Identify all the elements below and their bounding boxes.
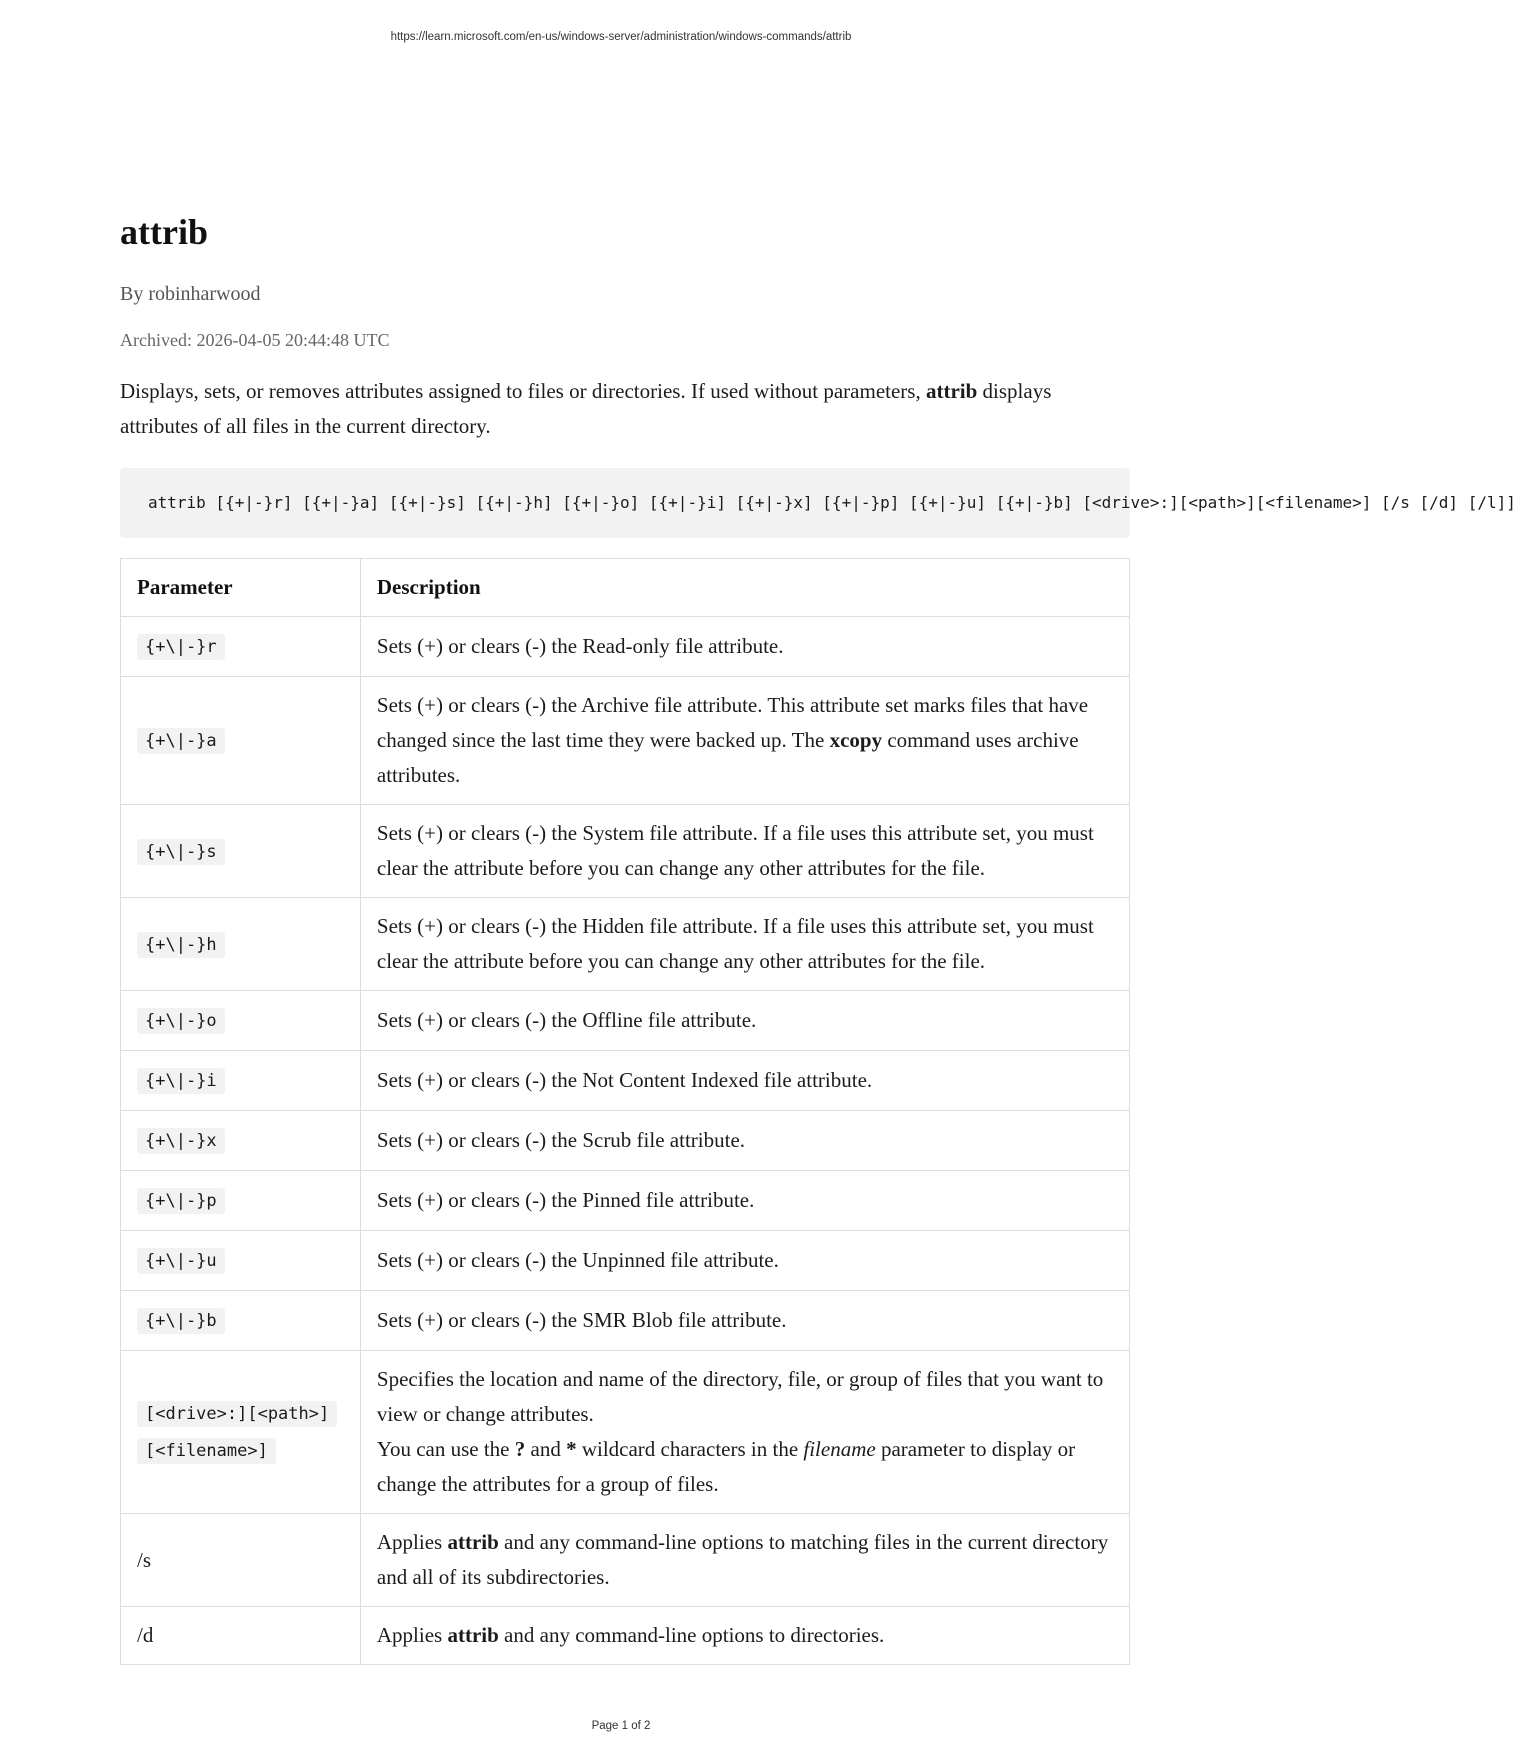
parameter-code: {+\|-}h	[137, 932, 225, 958]
parameter-description: Sets (+) or clears (-) the Offline file attribute.	[360, 991, 1129, 1051]
table-row	[121, 1514, 1130, 1607]
description-text: You can use the	[376, 1437, 515, 1461]
parameter-code: {+\|-}x	[137, 1128, 225, 1154]
intro-text-end: displays attributes of all files in the current directory.	[120, 379, 1052, 438]
parameter-description	[360, 677, 1129, 805]
intro-paragraph	[120, 374, 1130, 444]
table-row	[121, 1171, 1130, 1231]
parameter-description: Sets (+) or clears (-) the Pinned file attribute.	[360, 1171, 1129, 1231]
table-row	[121, 898, 1130, 991]
parameter-code: {+\|-}o	[137, 1008, 225, 1034]
description-command: xcopy	[829, 728, 883, 752]
intro-text: Displays, sets, or removes attributes assigned to files or directories. If used without parameters,	[120, 379, 926, 403]
description-text: Applies	[376, 1530, 448, 1554]
description-text: Applies	[376, 1623, 448, 1647]
author-byline: By robinharwood	[120, 283, 261, 305]
parameter-description	[360, 1514, 1129, 1607]
syntax-code-block: attrib [{+|-}r] [{+|-}a] [{+|-}s] [{+|-}h] [{+|-}o] [{+|-}i] [{+|-}x] [{+|-}p] [{+|-}u] [{+|-}b] [<drive>:][<path>][<filename>] [/s [/d] [/l]]	[120, 468, 1130, 538]
table-row	[121, 1351, 1130, 1514]
wildcard-star: *	[566, 1437, 577, 1461]
parameter-description: Sets (+) or clears (-) the Scrub file attribute.	[360, 1111, 1129, 1171]
parameter-description: Sets (+) or clears (-) the Hidden file attribute. If a file uses this attribute set, you must clear the attribute before you can change any other attributes for the file.	[360, 898, 1129, 991]
parameter-description	[360, 1351, 1129, 1514]
description-text-end: command uses archive attributes.	[376, 728, 1079, 787]
description-text-end: and any command-line options to directories.	[498, 1623, 885, 1647]
parameter-code: {+\|-}p	[137, 1188, 225, 1214]
parameter-switch: /d	[121, 1607, 361, 1665]
parameter-description: Sets (+) or clears (-) the SMR Blob file attribute.	[360, 1291, 1129, 1351]
parameter-code: [<filename>]	[137, 1438, 276, 1464]
description-command: attrib	[447, 1623, 499, 1647]
parameter-code: {+\|-}r	[137, 634, 225, 660]
description-command: attrib	[447, 1530, 499, 1554]
path-parameter-cell	[121, 1351, 361, 1514]
page-url: https://learn.microsoft.com/en-us/windows-server/administration/windows-commands/attrib	[390, 31, 852, 43]
page-number: Page 1 of 2	[591, 1720, 651, 1732]
parameter-code: [<drive>:][<path>]	[137, 1401, 337, 1427]
description-text: parameter to display or change the attributes for a group of files.	[376, 1437, 1076, 1496]
article	[120, 210, 1516, 1665]
parameter-switch: /s	[121, 1514, 361, 1607]
parameter-code: {+\|-}s	[137, 839, 225, 865]
description-text: and	[525, 1437, 567, 1461]
description-text: wildcard characters in the	[576, 1437, 804, 1461]
parameter-code: {+\|-}a	[137, 728, 225, 754]
page-title: attrib	[120, 212, 208, 252]
intro-command-name: attrib	[925, 379, 978, 403]
table-row	[121, 1051, 1130, 1111]
archived-timestamp: Archived: 2026-04-05 20:44:48 UTC	[120, 330, 390, 350]
parameter-description: Sets (+) or clears (-) the Unpinned file attribute.	[360, 1231, 1129, 1291]
description-text: Sets (+) or clears (-) the Archive file attribute. This attribute set marks files that have changed since the last time they were backed up. The	[376, 693, 1089, 752]
table-row	[121, 1291, 1130, 1351]
parameter-description: Sets (+) or clears (-) the Read-only file attribute.	[360, 617, 1129, 677]
wildcard-question: ?	[514, 1437, 526, 1461]
parameter-code: {+\|-}i	[137, 1068, 225, 1094]
table-row	[121, 991, 1130, 1051]
table-row	[121, 1231, 1130, 1291]
header-parameter: Parameter	[121, 559, 361, 617]
table-row	[121, 805, 1130, 898]
table-row	[121, 677, 1130, 805]
table-row	[121, 1111, 1130, 1171]
table-row	[121, 617, 1130, 677]
parameter-description: Sets (+) or clears (-) the System file attribute. If a file uses this attribute set, you must clear the attribute before you can change any other attributes for the file.	[360, 805, 1129, 898]
filename-term: filename	[803, 1437, 876, 1461]
table-header-row	[121, 559, 1130, 617]
header-description: Description	[360, 559, 1129, 617]
parameters-table	[120, 558, 1130, 1665]
parameter-code: {+\|-}u	[137, 1248, 225, 1274]
parameter-description	[360, 1607, 1129, 1665]
table-row	[121, 1607, 1130, 1665]
description-text-end: and any command-line options to matching files in the current directory and all of its subdirectories.	[376, 1530, 1109, 1589]
parameter-code: {+\|-}b	[137, 1308, 225, 1334]
parameter-description: Sets (+) or clears (-) the Not Content Indexed file attribute.	[360, 1051, 1129, 1111]
description-text: Specifies the location and name of the directory, file, or group of files that you want to view or change attributes.	[376, 1367, 1104, 1426]
